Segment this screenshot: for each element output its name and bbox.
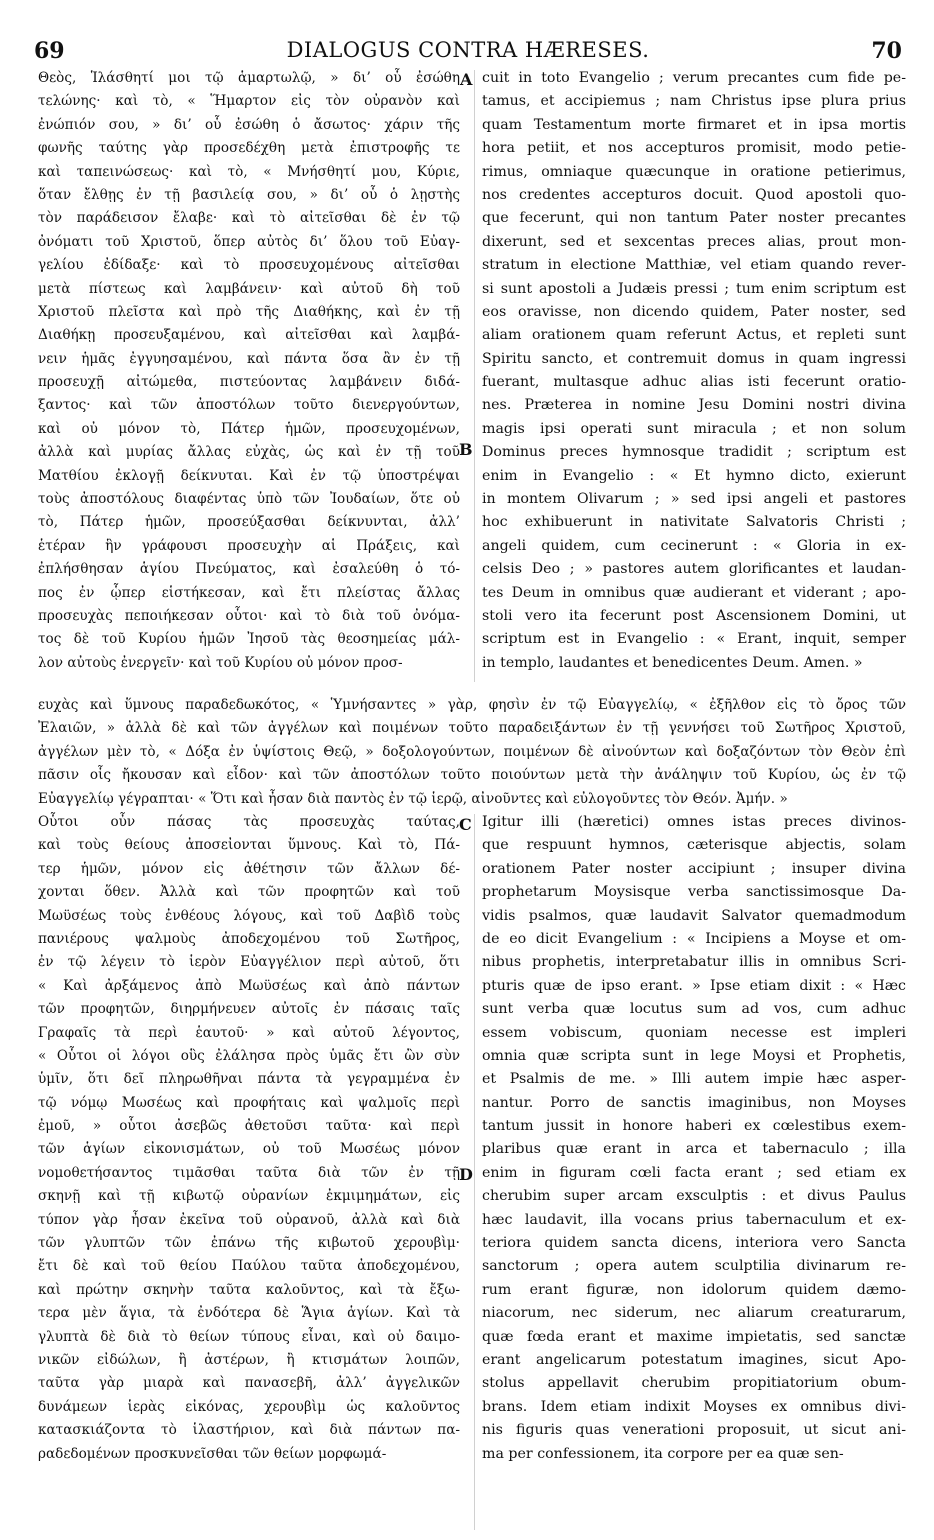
text-line: orationem Pater noster accipiunt ; insuper divina xyxy=(482,860,906,877)
text-line: sunt verba quæ locutus sum ad vos, cum adhuc xyxy=(482,1001,906,1018)
text-line: ὀνόματι τοῦ Χριστοῦ, ὅπερ αὐτὸς δι’ ὅλου τοῦ Εὐαγ- xyxy=(38,233,460,250)
text-line: ταῦτα γὰρ μιαρὰ καὶ πανασεβῆ, ἀλλ’ ἀγγελικῶν xyxy=(38,1375,460,1392)
text-line: nibus prophetis, interpretabatur illis in omnibus Scri- xyxy=(482,954,906,971)
text-line: sanctorum ; opera autem sculptilia divinarum re- xyxy=(482,1258,906,1275)
text-line: Οὗτοι οὖν πάσας τὰς προσευχὰς ταύτας, xyxy=(38,814,460,830)
text-line: τελώνης· καὶ τὸ, « Ἥμαρτον εἰς τὸν οὐρανὸν καὶ xyxy=(38,93,460,110)
text-line: πος ἐν ᾧπερ εἱστήκεσαν, καὶ ἔτι πλείστας ἄλλας xyxy=(38,584,460,601)
text-line: Χριστοῦ πλεῖστα καὶ πρὸ τῆς Διαθήκης, καὶ ἐν τῇ xyxy=(38,303,460,320)
text-line: ἐνώπιόν σου, » δι’ οὗ ἐσώθη ὁ ἄσωτος· χάριν τῆς xyxy=(38,116,460,133)
running-title: DIALOGUS CONTRA HÆRESES. xyxy=(286,38,650,62)
text-line: τῶν προφητῶν, διηρμήνευεν αὐτοῖς ἐν πάσαις ταῖς xyxy=(38,1001,460,1018)
text-line: « Καὶ ἀρξάμενος ἀπὸ Μωϋσέως καὶ ἀπὸ πάντων xyxy=(38,977,460,994)
text-line: nantur. Porro de sanctis imaginibus, non Moyses xyxy=(482,1094,906,1111)
text-line: Εὐαγγελίῳ γέγραπται· « Ὅτι καὶ ἦσαν διὰ παντὸς ἐν τῷ ἱερῷ, αἰνοῦντες καὶ εὐλογοῦντες τὸν Θεόν. Ἀμήν. » xyxy=(38,790,788,807)
text-line: Dominus preces hymnosque tradidit ; scriptum est xyxy=(482,444,906,461)
text-line: τῶν ἁγίων εἰκονισμάτων, οὐ τοῦ Μωσέως μόνον xyxy=(38,1141,460,1158)
text-line: dixerunt, sed et sexcentas preces alias, prout mon- xyxy=(482,233,906,250)
text-line: τος δὲ τοῦ Κυρίου ἡμῶν Ἰησοῦ τὰς θεοσημείας μάλ- xyxy=(38,631,460,648)
text-line: λον αὐτοὺς ἐνεργεῖν· καὶ τοῦ Κυρίου οὐ μόνον προσ- xyxy=(38,654,403,671)
text-line: cuit in toto Evangelio ; verum precantes cum fide pe- xyxy=(482,70,906,86)
text-line: τύπον γὰρ ἦσαν ἐκεῖνα τοῦ οὐρανοῦ, ἀλλὰ καὶ διὰ xyxy=(38,1211,460,1228)
text-line: rimus, omniaque quæcunque in oratione petierimus, xyxy=(482,163,906,180)
text-line: τῷ νόμῳ Μωσέως καὶ προφήταις καὶ ψαλμοῖς περὶ xyxy=(38,1094,460,1111)
text-line: essem vobiscum, quoniam necesse est impleri xyxy=(482,1024,906,1041)
text-line: plaribus quæ erant in arca et tabernaculo ; illa xyxy=(482,1141,906,1158)
text-line: φωνῆς ταύτης γὰρ προσεδέχθη μετὰ ἐπιστροφῆς τε xyxy=(38,140,460,157)
greek-column-top xyxy=(38,67,460,675)
text-line: καὶ ταπεινώσεως· καὶ τὸ, « Μνήσθητί μου, Κύριε, xyxy=(38,163,460,180)
text-line: ἐπλήσθησαν ἁγίου Πνεύματος, καὶ ἐσαλεύθη ὁ τό- xyxy=(38,561,460,578)
section-marker-b: B xyxy=(459,440,473,459)
text-line: νικῶν εἰδώλων, ἢ ἀστέρων, ἢ κτισμάτων λοιπῶν, xyxy=(38,1351,460,1368)
text-line: hæc laudavit, illa vocans prius tabernaculum et ex- xyxy=(482,1211,906,1228)
latin-column-top xyxy=(482,67,906,675)
text-line: enim in figuram cœli facta erant ; sed etiam ex xyxy=(482,1164,906,1181)
text-line: aliam orationem quam referunt Actus, et repleti sunt xyxy=(482,327,906,344)
text-line: nos credentes accepturos docuit. Quod apostoli quo- xyxy=(482,186,906,203)
text-line: μετὰ πίστεως καὶ λαμβάνειν· καὶ αὐτοῦ δὴ τοῦ xyxy=(38,280,460,297)
text-line: de eo dicit Evangelium : « Incipiens a Moyse et om- xyxy=(482,930,906,947)
text-line: τερ ἡμῶν, μόνον εἰς ἀθέτησιν τῶν ἄλλων δέ- xyxy=(38,860,460,877)
text-line: ὑμῖν, ὅτι δεῖ πληρωθῆναι πάντα τὰ γεγραμμένα ἐν xyxy=(38,1071,460,1088)
text-line: ἀγγέλων μὲν τὸ, « Δόξα ἐν ὑψίστοις Θεῷ, » δοξολογούντων, ποιμένων δὲ αἰνούντων καὶ δοξαζόντων τὸν Θεὸν ἐπὶ xyxy=(38,743,906,760)
text-line: Igitur illi (hæretici) omnes istas preces divinos- xyxy=(482,814,906,830)
text-line: cherubim super arcam exsculptis : et divus Paulus xyxy=(482,1188,906,1205)
text-line: prophetarum Moysisque verba sanctissimosque Da- xyxy=(482,884,906,901)
text-line: ma per confessionem, ita corpore per ea quæ sen- xyxy=(482,1445,844,1462)
text-line: niacorum, nec siderum, nec aliarum creaturarum, xyxy=(482,1305,906,1322)
text-line: νειν ἡμᾶς ἐγγυησαμένου, καὶ πάντα ὅσα ἂν ἐν τῇ xyxy=(38,350,460,367)
text-line: eos oravisse, non dicendo quidem, Pater noster, sed xyxy=(482,303,906,320)
column-divider-bottom xyxy=(474,814,475,1530)
text-line: scriptum est in Evangelio : « Erant, inquit, semper xyxy=(482,631,906,648)
text-line: ἐμοῦ, » οὗτοι ἀσεβῶς ἀθετοῦσι ταῦτα· καὶ περὶ xyxy=(38,1118,460,1135)
text-line: γλυπτὰ δὲ διὰ τὸ θείων τύπους εἶναι, καὶ οὐ δαιμο- xyxy=(38,1328,460,1345)
greek-full-width-passage xyxy=(38,694,906,811)
latin-column-bottom xyxy=(482,811,906,1466)
text-line: Ἐλαιῶν, » ἀλλὰ δὲ καὶ τῶν ἀγγέλων καὶ ποιμένων τοῦτο παραδειξάντων ἐν τῇ γεννήσει τοῦ Σωτῆρος Χριστοῦ, xyxy=(38,720,906,737)
text-line: stolus appellavit cherubim propitiatorium obum- xyxy=(482,1375,906,1392)
text-line: ὅταν ἔλθῃς ἐν τῇ βασιλείᾳ σου, » δι’ οὗ ὁ λῃστὴς xyxy=(38,186,460,203)
greek-column-bottom xyxy=(38,811,460,1466)
text-line: καὶ τοὺς θείους ἀποσεἰονται ὕμνους. Καὶ τὸ, Πά- xyxy=(38,837,460,854)
text-line: ἑτέραν ἣν γράφουσι προσευχὴν αἱ Πράξεις, καὶ xyxy=(38,537,460,554)
text-line: quæ fœda erant et maxime impietatis, sed sanctæ xyxy=(482,1328,906,1345)
text-line: τὸ, Πάτερ ἡμῶν, προσεύξασθαι δείκνυνται, ἀλλ’ xyxy=(38,514,460,531)
text-line: Γραφαῖς τὰ περὶ ἑαυτοῦ· » καὶ αὐτοῦ λέγοντος, xyxy=(38,1024,460,1041)
text-line: que respuunt hymnos, cæterisque abjectis, solam xyxy=(482,837,906,854)
text-line: quam Testamentum morte firmaret et in ipsa mortis xyxy=(482,116,906,133)
text-line: ἔτι δὲ καὶ τοῦ θείου Παύλου ταῦτα ἀποδεχομένου, xyxy=(38,1258,460,1275)
text-line: καὶ οὐ μόνον τὸ, Πάτερ ἡμῶν, προσευχομένων, xyxy=(38,420,460,437)
text-line: nis figuris quas venerationi proposuit, ut sicut ani- xyxy=(482,1422,906,1439)
column-divider-top xyxy=(474,70,475,682)
text-line: Θεὸς, Ἱλάσθητί μοι τῷ ἁμαρτωλῷ, » δι’ οὗ ἐσώθη xyxy=(38,70,460,86)
text-line: ἀλλὰ καὶ μυρίας ἄλλας εὐχὰς, ὡς καὶ ἐν τῇ τοῦ xyxy=(38,444,460,461)
section-marker-a: A xyxy=(460,70,473,89)
text-line: κατασκιάζοντα τὸ ἱλαστήριον, καὶ διὰ πάντων πα- xyxy=(38,1422,460,1439)
text-line: « Οὗτοι οἱ λόγοι οὓς ἐλάλησα πρὸς ὑμᾶς ἔτι ὢν σὺν xyxy=(38,1047,460,1064)
text-line: τερα μὲν ἅγια, τὰ ἐνδότερα δὲ Ἅγια ἁγίων. Καὶ τὰ xyxy=(38,1305,460,1322)
text-line: stoli vero ita fecerunt post Ascensionem Domini, ut xyxy=(482,607,906,624)
page-number-right: 70 xyxy=(871,38,902,64)
page-number-left: 69 xyxy=(34,38,65,64)
text-line: stratum in electione Matthiæ, vel etiam quando rever- xyxy=(482,257,906,274)
text-line: καὶ πρώτην σκηνὴν ταῦτα καλοῦντος, καὶ τὰ ἔξω- xyxy=(38,1281,460,1298)
text-line: tantum jussit in honore haberi ex cœlestibus exem- xyxy=(482,1118,906,1135)
text-line: et Psalmis de me. » Illi autem impie hæc asper- xyxy=(482,1071,906,1088)
text-line: σκηνῇ καὶ τῇ κιβωτῷ οὐρανίων ἐκμιμημάτων, εἰς xyxy=(38,1188,460,1205)
text-line: tamus, et accipiemus ; nam Christus ipse plura prius xyxy=(482,93,906,110)
text-line: ραδεδομένων προσκυνεῖσθαι τῶν θείων μορφωμά- xyxy=(38,1445,387,1462)
text-line: Μωϋσέως τοὺς ἐνθέους λόγους, καὶ τοῦ Δαβὶδ τοὺς xyxy=(38,907,460,924)
text-line: χονται ὅθεν. Ἀλλὰ καὶ τῶν προφητῶν καὶ τοῦ xyxy=(38,884,460,901)
text-line: magis ipsi operati sunt miracula ; et non solum xyxy=(482,420,906,437)
text-line: omnia quæ scripta sunt in lege Moysi et Prophetis, xyxy=(482,1047,906,1064)
text-line: fuerant, multasque adhuc alias isti fecerunt oratio- xyxy=(482,374,906,391)
section-marker-c: C xyxy=(459,815,472,834)
text-line: τὸν παράδεισον ἔλαβε· καὶ τὸ αἰτεῖσθαι δὲ ἐν τῷ xyxy=(38,210,460,227)
text-line: τοὺς ἀποστόλους διαφέντας ὑπὸ τῶν Ἰουδαίων, ὅτε οὐ xyxy=(38,491,460,508)
text-line: προσευχὰς πεποιήκεσαν οὗτοι· καὶ τὸ διὰ τοῦ ὀνόμα- xyxy=(38,607,460,624)
text-line: rum erant figuræ, non idolorum quidem dæmo- xyxy=(482,1281,906,1298)
section-marker-d: D xyxy=(459,1165,473,1184)
text-line: que fecerunt, qui non tantum Pater noster precantes xyxy=(482,210,906,227)
text-line: ευχὰς καὶ ὕμνους παραδεδωκότος, « Ὑμνήσαντες » γὰρ, φησὶν ἐν τῷ Εὐαγγελίῳ, « ἐξῆλθον εἰς τὸ ὄρος τῶν xyxy=(38,697,906,713)
text-line: erant angelicarum potestatum imagines, sicut Apo- xyxy=(482,1351,906,1368)
text-line: tes Deum in omnibus quæ audierant et viderant ; apo- xyxy=(482,584,906,601)
text-line: δυνάμεων ἱερὰς εἰκόνας, χερουβὶμ ὡς καλοῦντος xyxy=(38,1398,460,1415)
text-line: brans. Idem etiam indixit Moyses ex omnibus divi- xyxy=(482,1398,906,1415)
text-line: πανιέρους ψαλμοὺς ἀποδεχομένου τοῦ Σωτῆρος, xyxy=(38,930,460,947)
text-line: πᾶσιν οἷς ἤκουσαν καὶ εἶδον· καὶ τῶν ἀποστόλων τοῦτο ποιούντων μετὰ τὴν ἀνάληψιν τοῦ Κυρίου, ὡς ἐν τῷ xyxy=(38,767,906,784)
text-line: nes. Præterea in nomine Jesu Domini nostri divina xyxy=(482,397,906,414)
text-line: si sunt apostoli a Judæis pressi ; tum enim scriptum est xyxy=(482,280,906,297)
text-line: in templo, laudantes et benedicentes Deum. Amen. » xyxy=(482,654,863,671)
text-line: προσευχῇ αἰτώμεθα, πιστεύοντας λαμβάνειν διδά- xyxy=(38,374,460,391)
text-line: νομοθετήσαντος τιμᾶσθαι ταῦτα διὰ τῶν ἐν τῇ xyxy=(38,1164,460,1181)
text-line: hora petiit, et nos accepturos promisit, modo petie- xyxy=(482,140,906,157)
text-line: Spiritu sancto, et contremuit domus in quam ingressi xyxy=(482,350,906,367)
text-line: hoc exhibuerunt in nativitate Salvatoris Christi ; xyxy=(482,514,906,531)
text-line: Διαθήκῃ προσευξαμένου, καὶ αἰτεῖσθαι καὶ λαμβά- xyxy=(38,327,460,344)
text-line: τῶν γλυπτῶν τῶν ἐπάνω τῆς κιβωτοῦ χερουβὶμ· xyxy=(38,1235,460,1252)
text-line: teriora quidem sancta dicens, interiora vero Sancta xyxy=(482,1235,906,1252)
text-line: enim in Evangelio : « Et hymno dicto, exierunt xyxy=(482,467,906,484)
text-line: in montem Olivarum ; » sed ipsi angeli et pastores xyxy=(482,491,906,508)
running-header xyxy=(30,38,906,68)
text-line: Ματθίου ἐκλογῇ δείκνυται. Καὶ ἐν τῷ ὑποστρέψαι xyxy=(38,467,460,484)
text-line: vidis psalmos, quæ laudavit Salvator quemadmodum xyxy=(482,907,906,924)
text-line: celsis Deo ; » pastores autem glorificantes et laudan- xyxy=(482,561,906,578)
text-line: ἐν τῷ λέγειν τὸ ἱερὸν Εὐαγγέλιον περὶ αὐτοῦ, ὅτι xyxy=(38,954,460,971)
text-line: pturis quæ de ipso erant. » Ipse etiam dixit : « Hæc xyxy=(482,977,906,994)
text-line: angeli quidem, cum cecinerunt : « Gloria in ex- xyxy=(482,537,906,554)
text-line: ξαντος· καὶ τῶν ἀποστόλων τοῦτο διενεργούντων, xyxy=(38,397,460,414)
text-line: γελίου ἐδίδαξε· καὶ τὸ προσευχομένους αἰτεῖσθαι xyxy=(38,257,460,274)
